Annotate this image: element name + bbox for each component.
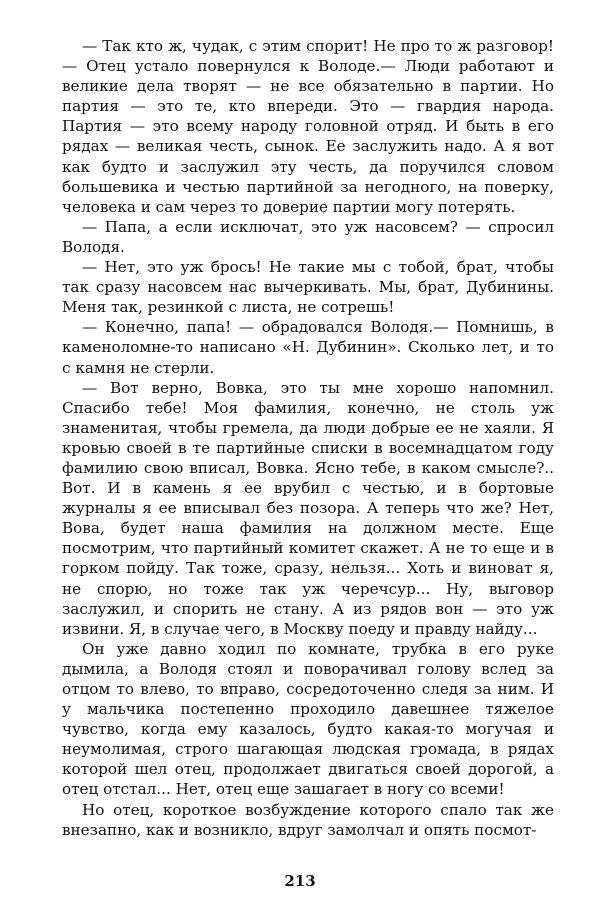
body-text: [62, 36, 554, 840]
paragraph-4: — Конечно, папа! — обрадовался Володя.— Помнишь, в каменоломне-то написано «Н. Дубинин». Сколько лет, и то с камня не стерли.: [62, 318, 554, 377]
paragraph-2: — Папа, а если исключат, это уж насовсем? — спросил Володя.: [62, 217, 554, 256]
paragraph-6: Он уже давно ходил по комнате, трубка в его руке дымила, а Володя стоял и поворачивал голову вслед за отцом то влево, то вправо, сосредоточенно следя за ним. И у мальчика постепенно проходило давешнее тяжелое чувство, когда ему казалось, будто какая-то могучая и неумолимая, строго шагающая людская громада, в рядах которой шел отец, продолжает двигаться своей дорогой, а отец отстал... Нет, отец еще зашагает в ногу со всеми!: [62, 639, 554, 799]
paragraph-3: — Нет, это уж брось! Не такие мы с тобой, брат, чтобы так сразу насовсем нас вычеркивать. Мы, брат, Дубинины. Меня так, резинкой с листа, не сотрешь!: [62, 258, 554, 317]
paragraph-1: — Так кто ж, чудак, с этим спорит! Не про то ж разговор! — Отец устало повернулся к Володе.— Люди работают и великие дела творят — не все обязательно в партии. Но партия — это те, кто впереди. Это — гвардия народа. Партия — это всему народу головной отряд. И быть в его рядах — великая честь, сынок. Ее заслужить надо. А я вот как будто и заслужил эту честь, да поручился словом большевика и честью партийной за негодного, на поверку, человека и сам через то доверие партии могу потерять.: [62, 37, 554, 216]
page-number: 213: [284, 872, 316, 890]
paragraph-5: — Вот верно, Вовка, это ты мне хорошо напомнил. Спасибо тебе! Моя фамилия, конечно, не столь уж знаменитая, чтобы гремела, да люди добрые ее не хаяли. Я кровью своей в те партийные списки в восемнадцатом году фамилию свою вписал, Вовка. Ясно тебе, в каком смысле?.. Вот. И в камень я ее врубил с честью, и в бортовые журналы я ее вписывал без позора. А теперь что же? Нет, Вова, будет наша фамилия на должном месте. Еще посмотрим, что партийный комитет скажет. А не то еще и в горком пойду. Так тоже, сразу, нельзя... Хоть и виноват я, не спорю, но тоже так уж черечсур... Ну, выговор заслужил, и спорить не стану. А из рядов вон — это уж извини. Я, в случае чего, в Москву поеду и правду найду...: [62, 378, 554, 638]
paragraph-7: Но отец, короткое возбуждение которого спало так же внезапно, как и возникло, вдруг замолчал и опять посмот-: [62, 800, 554, 839]
